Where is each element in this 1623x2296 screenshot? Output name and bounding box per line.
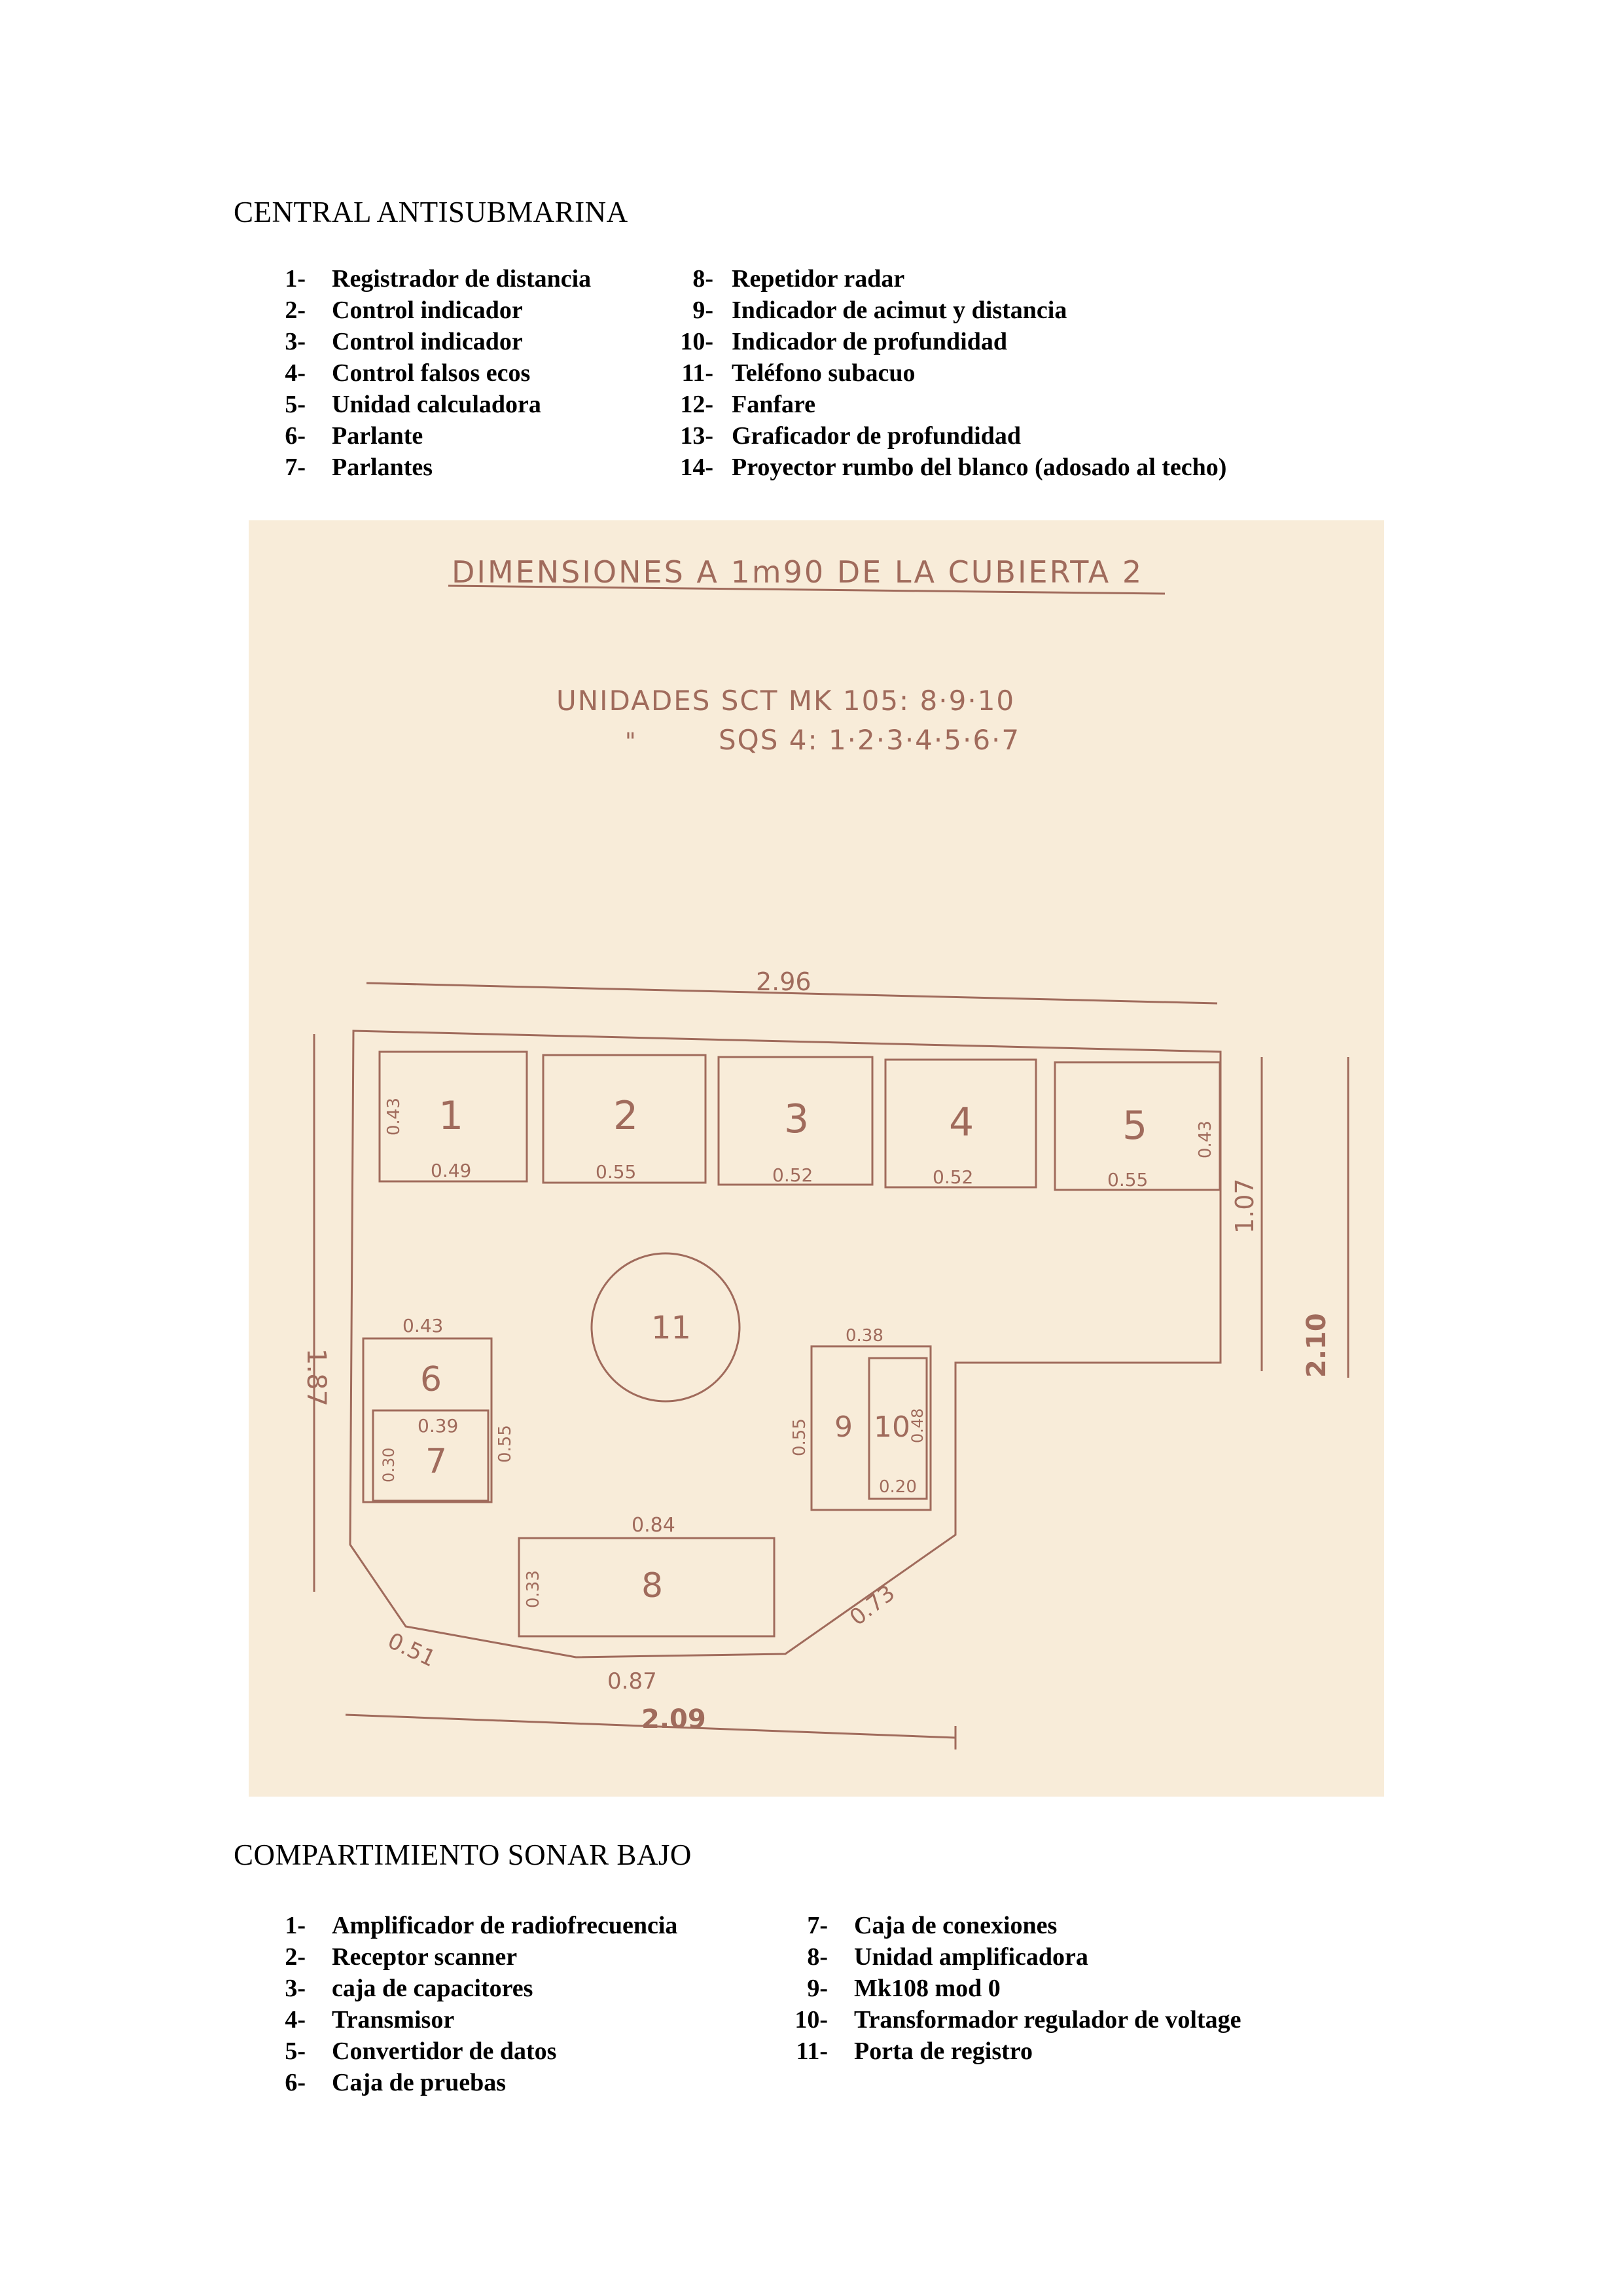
list-item — [234, 452, 639, 483]
list-item — [648, 357, 1368, 389]
units-line-1: UNIDADES SCT MK 105: 8·9·10 — [556, 685, 1016, 717]
item-label: Indicador de profundidad — [732, 328, 1007, 355]
circle-11-number: 11 — [651, 1310, 692, 1346]
item-label: Repetidor radar — [732, 265, 905, 293]
item-number: 9- — [807, 1975, 828, 2002]
list-item — [762, 1973, 1417, 2004]
box-3-width: 0.52 — [772, 1164, 813, 1186]
dim-bottom-right-diag-label: 0.73 — [844, 1579, 901, 1632]
box-9-width: 0.38 — [846, 1326, 883, 1346]
dim-left-label: 1.87 — [301, 1348, 331, 1407]
list-item — [234, 295, 639, 326]
dim-right-upper-label: 1.07 — [1230, 1178, 1259, 1234]
item-label: Fanfare — [732, 391, 816, 418]
dim-bottom-mid-label: 0.87 — [607, 1668, 657, 1695]
item-number: 2- — [285, 1943, 306, 1971]
list-item — [648, 389, 1368, 420]
item-label: Parlante — [332, 422, 423, 450]
dim-top-label: 2.96 — [756, 967, 812, 996]
box-6-number: 6 — [420, 1360, 442, 1399]
box-10-width: 0.20 — [879, 1477, 917, 1497]
item-number: 14- — [680, 454, 713, 481]
item-number: 6- — [285, 2069, 306, 2096]
item-label: Control indicador — [332, 296, 523, 324]
box-8-height: 0.33 — [524, 1570, 543, 1608]
item-label: Control falsos ecos — [332, 359, 531, 387]
item-label: Caja de conexiones — [854, 1912, 1058, 1939]
box-7-width: 0.39 — [418, 1415, 459, 1437]
box-9-height: 0.55 — [790, 1418, 810, 1456]
item-label: Receptor scanner — [332, 1943, 518, 1971]
box-10-height: 0.48 — [908, 1408, 927, 1443]
legend-central-right — [648, 263, 1368, 483]
item-number: 13- — [680, 422, 713, 450]
item-number: 9- — [692, 296, 713, 324]
item-label: Amplificador de radiofrecuencia — [332, 1912, 678, 1939]
box-5-width: 0.55 — [1107, 1169, 1149, 1191]
list-item — [648, 295, 1368, 326]
item-label: Graficador de profundidad — [732, 422, 1022, 450]
list-item — [234, 1973, 757, 2004]
item-number: 2- — [285, 296, 306, 324]
item-label: caja de capacitores — [332, 1975, 533, 2002]
item-label: Control indicador — [332, 328, 523, 355]
item-number: 1- — [285, 265, 306, 293]
legend-sonar-left — [234, 1910, 757, 2098]
box-6-height: 0.55 — [495, 1425, 515, 1463]
list-item — [234, 389, 639, 420]
list-item — [762, 2004, 1417, 2036]
box-5-number: 5 — [1122, 1103, 1148, 1149]
item-number: 5- — [285, 391, 306, 418]
item-number: 10- — [794, 2006, 828, 2034]
box-7-height: 0.30 — [380, 1447, 398, 1482]
item-number: 8- — [692, 265, 713, 293]
item-number: 11- — [796, 2037, 828, 2065]
dim-bottom-label: 2.09 — [641, 1704, 706, 1734]
plan-title: DIMENSIONES A 1m90 DE LA CUBIERTA 2 — [452, 554, 1144, 590]
section-title-central-antisubmarina: CENTRAL ANTISUBMARINA — [234, 196, 628, 228]
floor-plan-scan — [249, 520, 1384, 1797]
box-5-height: 0.43 — [1196, 1121, 1215, 1158]
item-label: Unidad calculadora — [332, 391, 541, 418]
list-item — [234, 2067, 757, 2098]
list-item — [648, 326, 1368, 357]
floor-plan-drawing — [249, 520, 1384, 1797]
item-number: 11- — [681, 359, 713, 387]
box-4-number: 4 — [949, 1100, 974, 1145]
units-line-2: SQS 4: 1·2·3·4·5·6·7 — [719, 724, 1021, 756]
list-item — [234, 1910, 757, 1941]
units-ditto-mark: " — [625, 728, 636, 755]
list-item — [234, 357, 639, 389]
section-title-compartimiento-sonar-bajo: COMPARTIMIENTO SONAR BAJO — [234, 1839, 692, 1871]
box-8-number: 8 — [641, 1566, 664, 1605]
list-item — [648, 452, 1368, 483]
box-6-width: 0.43 — [402, 1315, 444, 1336]
box-1-number: 1 — [438, 1093, 464, 1139]
item-number: 12- — [680, 391, 713, 418]
list-item — [234, 1941, 757, 1973]
list-item — [762, 2036, 1417, 2067]
item-label: Convertidor de datos — [332, 2037, 557, 2065]
box-7-number: 7 — [425, 1442, 448, 1481]
list-item — [762, 1941, 1417, 1973]
box-9-number: 9 — [834, 1410, 853, 1444]
item-label: Teléfono subacuo — [732, 359, 916, 387]
item-label: Porta de registro — [854, 2037, 1033, 2065]
item-number: 3- — [285, 328, 306, 355]
item-number: 10- — [680, 328, 713, 355]
legend-central-left — [234, 263, 639, 483]
box-4-width: 0.52 — [933, 1166, 974, 1188]
item-label: Caja de pruebas — [332, 2069, 507, 2096]
box-2-number: 2 — [613, 1093, 639, 1139]
box-2-width: 0.55 — [596, 1161, 637, 1183]
list-item — [234, 420, 639, 452]
item-label: Indicador de acimut y distancia — [732, 296, 1067, 324]
box-1-height: 0.43 — [384, 1098, 404, 1136]
item-number: 4- — [285, 2006, 306, 2034]
dim-bottom-left-diag-label: 0.51 — [383, 1627, 440, 1673]
item-number: 7- — [807, 1912, 828, 1939]
item-number: 4- — [285, 359, 306, 387]
item-label: Transmisor — [332, 2006, 455, 2034]
list-item — [234, 326, 639, 357]
item-label: Proyector rumbo del blanco (adosado al techo) — [732, 454, 1227, 481]
list-item — [234, 2004, 757, 2036]
box-10-number: 10 — [874, 1410, 910, 1444]
item-label: Mk108 mod 0 — [854, 1975, 1001, 2002]
list-item — [234, 2036, 757, 2067]
item-number: 5- — [285, 2037, 306, 2065]
item-number: 1- — [285, 1912, 306, 1939]
box-3-number: 3 — [784, 1096, 810, 1142]
item-number: 6- — [285, 422, 306, 450]
box-8-width: 0.84 — [632, 1514, 675, 1537]
item-number: 3- — [285, 1975, 306, 2002]
legend-sonar-right — [762, 1910, 1417, 2067]
list-item — [762, 1910, 1417, 1941]
item-label: Transformador regulador de voltage — [854, 2006, 1241, 2034]
item-number: 8- — [807, 1943, 828, 1971]
list-item — [648, 420, 1368, 452]
item-label: Parlantes — [332, 454, 433, 481]
list-item — [234, 263, 639, 295]
dim-right-total-label: 2.10 — [1302, 1313, 1332, 1378]
box-1-width: 0.49 — [431, 1160, 472, 1181]
item-label: Registrador de distancia — [332, 265, 592, 293]
list-item — [648, 263, 1368, 295]
item-number: 7- — [285, 454, 306, 481]
item-label: Unidad amplificadora — [854, 1943, 1088, 1971]
